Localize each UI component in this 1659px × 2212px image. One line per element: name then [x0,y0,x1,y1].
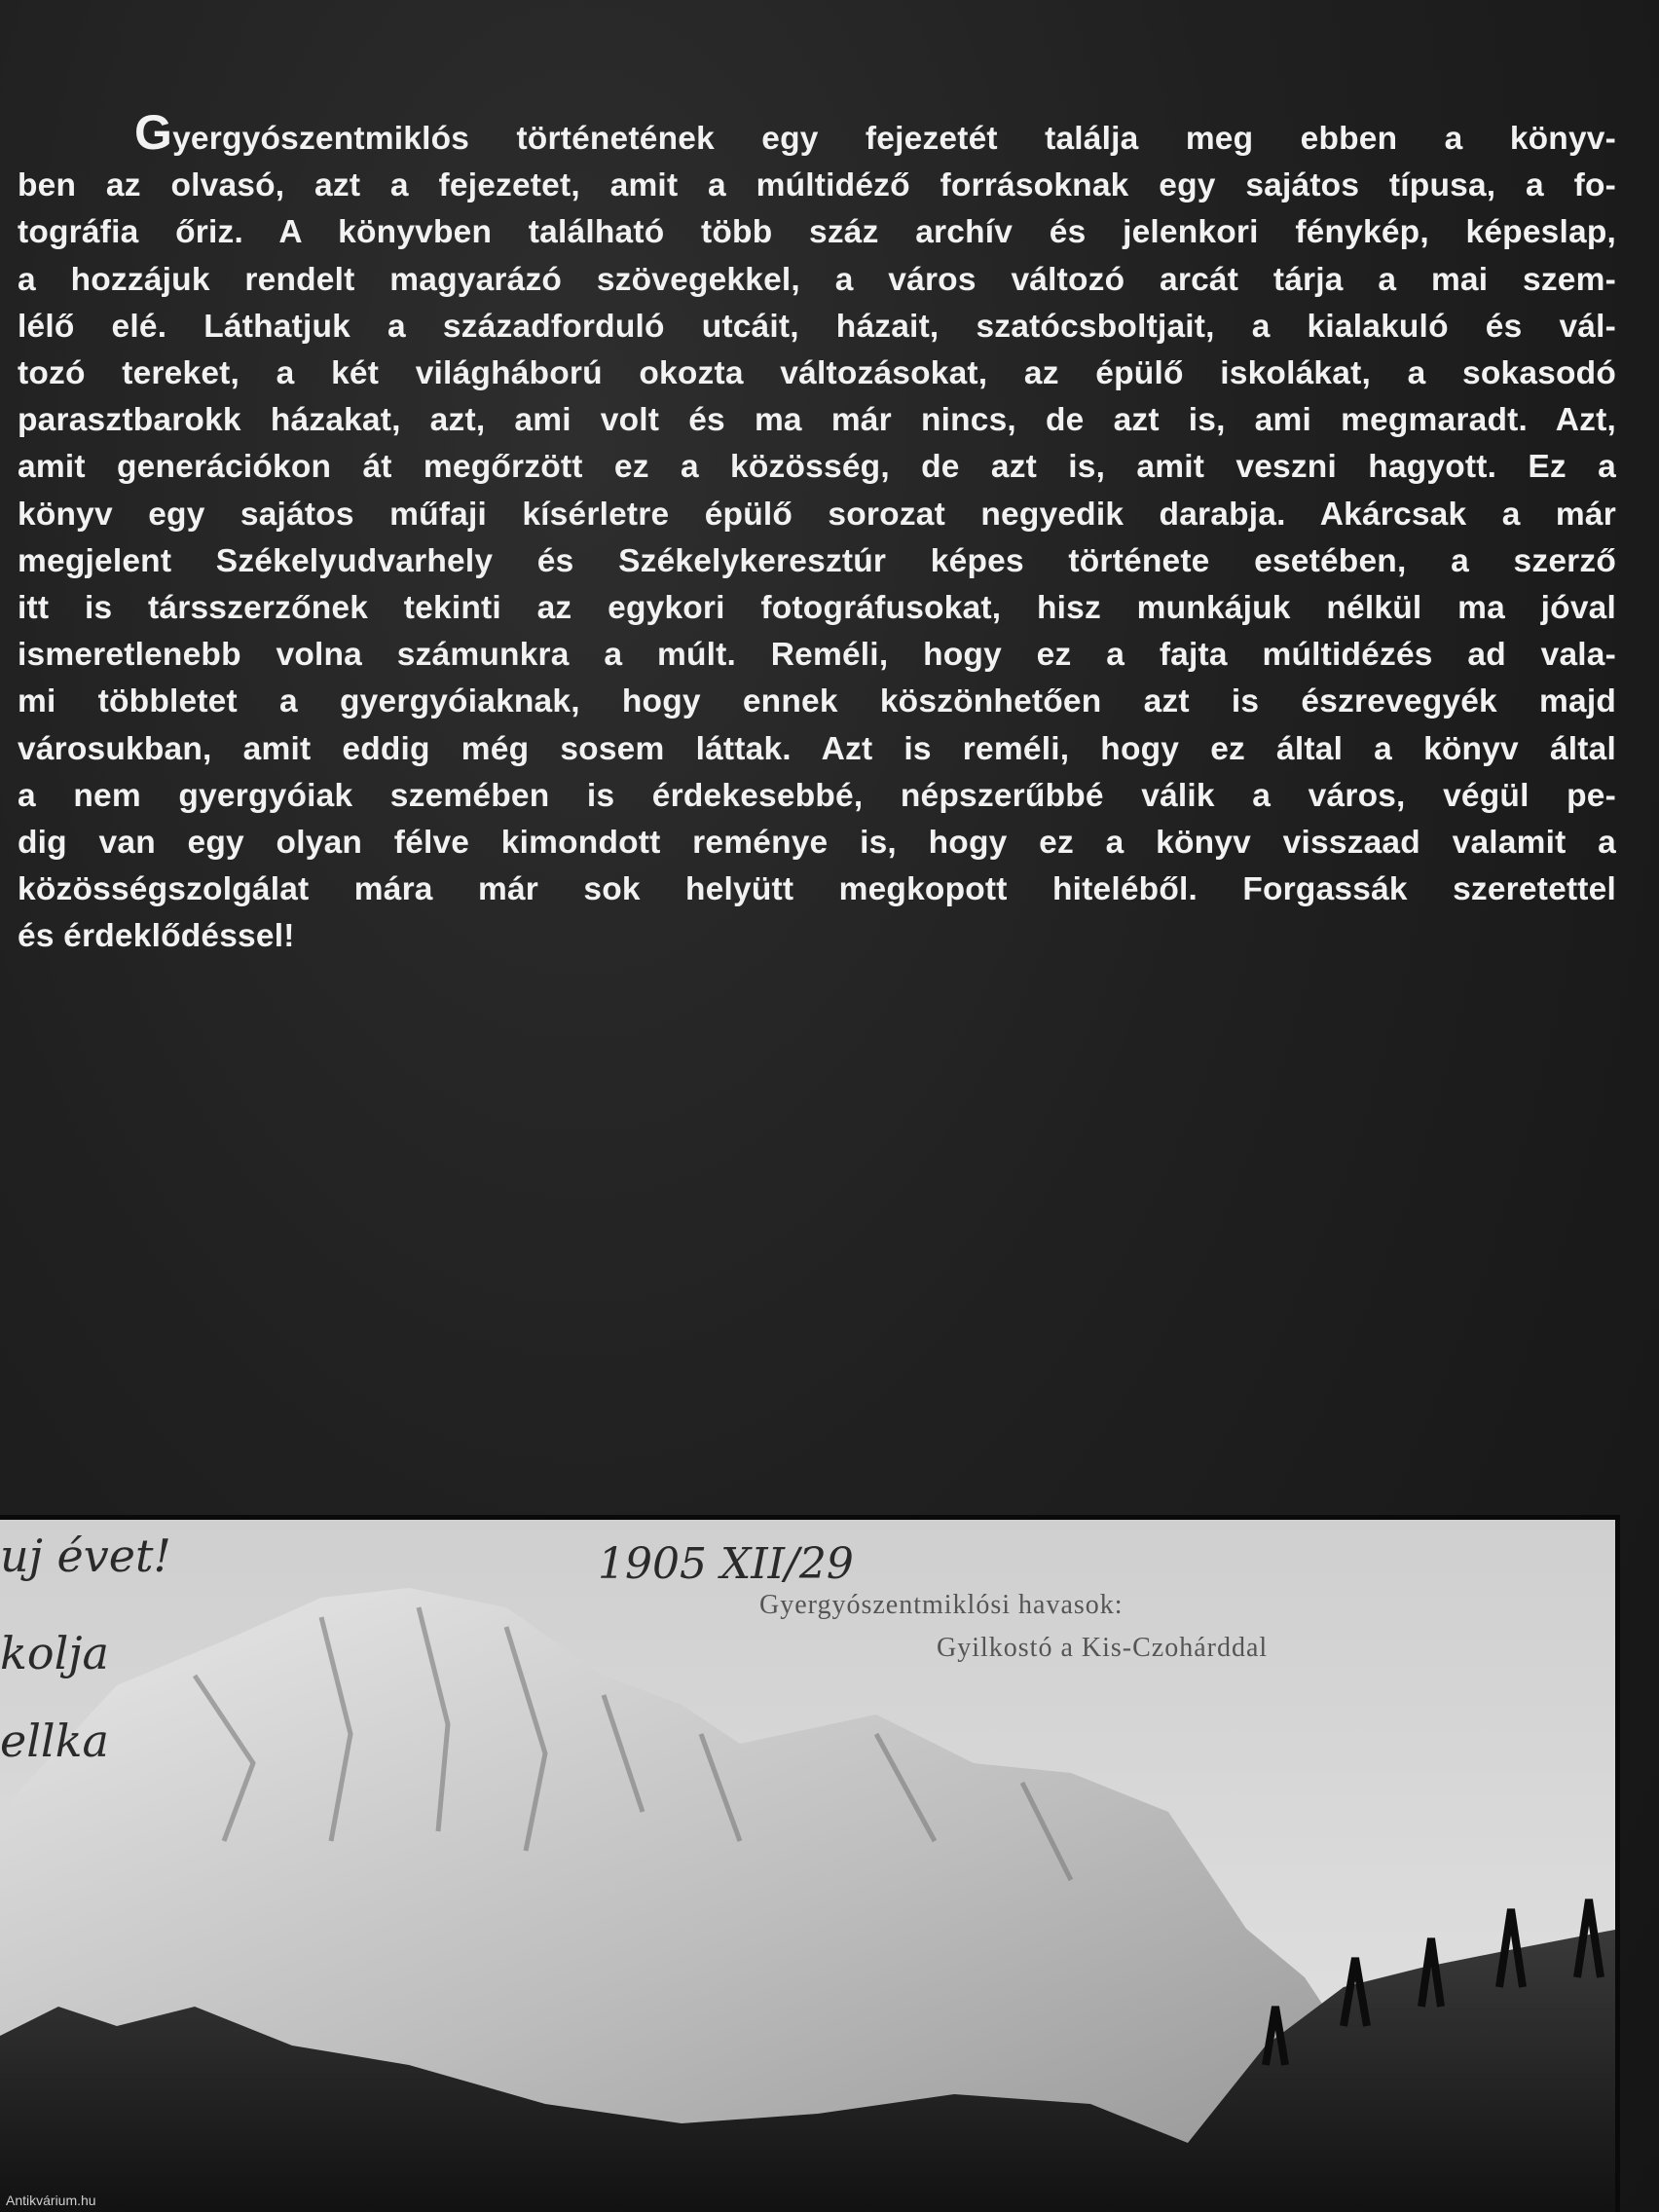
blurb-line: ben az olvasó, azt a fejezetet, amit a múltidéző forrásoknak egy sajátos típusa, a fo- [18,167,1616,204]
blurb-line: városukban, amit eddig még sosem láttak. Azt is reméli, hogy ez által a könyv által [18,730,1616,767]
blurb-line: parasztbarokk házakat, azt, ami volt és ma már nincs, de azt is, ami megmaradt. Azt, [18,402,1616,439]
handwritten-greeting: uj évet! [0,1530,171,1582]
blurb-line: Gyergyószentmiklós történetének egy fejezetét találja meg ebben a könyv- [134,105,1616,160]
blurb-line: a hozzájuk rendelt magyarázó szövegekkel, a város változó arcát tárja a mai szem- [18,261,1616,298]
watermark: Antikvárium.hu [6,2193,96,2208]
blurb-line: és érdeklődéssel! [18,918,295,955]
handwritten-signature: ellka [0,1714,109,1767]
mountain-landscape-image [0,1520,1620,2212]
blurb-line: közösségszolgálat mára már sok helyütt megkopott hiteléből. Forgassák szeretettel [18,871,1616,908]
blurb-line: amit generációkon át megőrzött ez a közösség, de azt is, amit veszni hagyott. Ez a [18,449,1616,486]
blurb-line: itt is társszerzőnek tekinti az egykori fotográfusokat, hisz munkájuk nélkül ma jóval [18,590,1616,627]
handwritten-note-line: kolja [0,1627,109,1679]
postcard-caption-title: Gyergyószentmiklósi havasok: [759,1590,1124,1620]
blurb-line: tozó tereket, a két világháború okozta változásokat, az épülő iskolákat, a sokasodó [18,355,1616,392]
blurb-line: megjelent Székelyudvarhely és Székelykeresztúr képes története esetében, a szerző [18,542,1616,579]
blurb-line: ismeretlenebb volna számunkra a múlt. Reméli, hogy ez a fajta múltidézés ad vala- [18,637,1616,674]
blurb-line: mi többletet a gyergyóiaknak, hogy ennek köszönhetően azt is észrevegyék majd [18,683,1616,720]
blurb-line: dig van egy olyan félve kimondott reménye is, hogy ez a könyv visszaad valamit a [18,825,1616,862]
blurb-line: lélő elé. Láthatjuk a századforduló utcáit, házait, szatócsboltjait, a kialakuló és vál- [18,308,1616,345]
handwritten-date: 1905 XII/29 [598,1539,854,1589]
drop-cap: G [134,105,173,160]
blurb-line: a nem gyergyóiak szemében is érdekesebbé, népszerűbbé válik a város, végül pe- [18,777,1616,814]
back-cover-blurb [18,105,1616,961]
blurb-line: tográfia őriz. A könyvben található több száz archív és jelenkori fénykép, képeslap, [18,214,1616,251]
vintage-postcard [0,1515,1620,2212]
blurb-line: könyv egy sajátos műfaji kísérletre épülő sorozat negyedik darabja. Akárcsak a már [18,496,1616,533]
postcard-caption-subtitle: Gyilkostó a Kis-Czohárddal [937,1633,1269,1663]
